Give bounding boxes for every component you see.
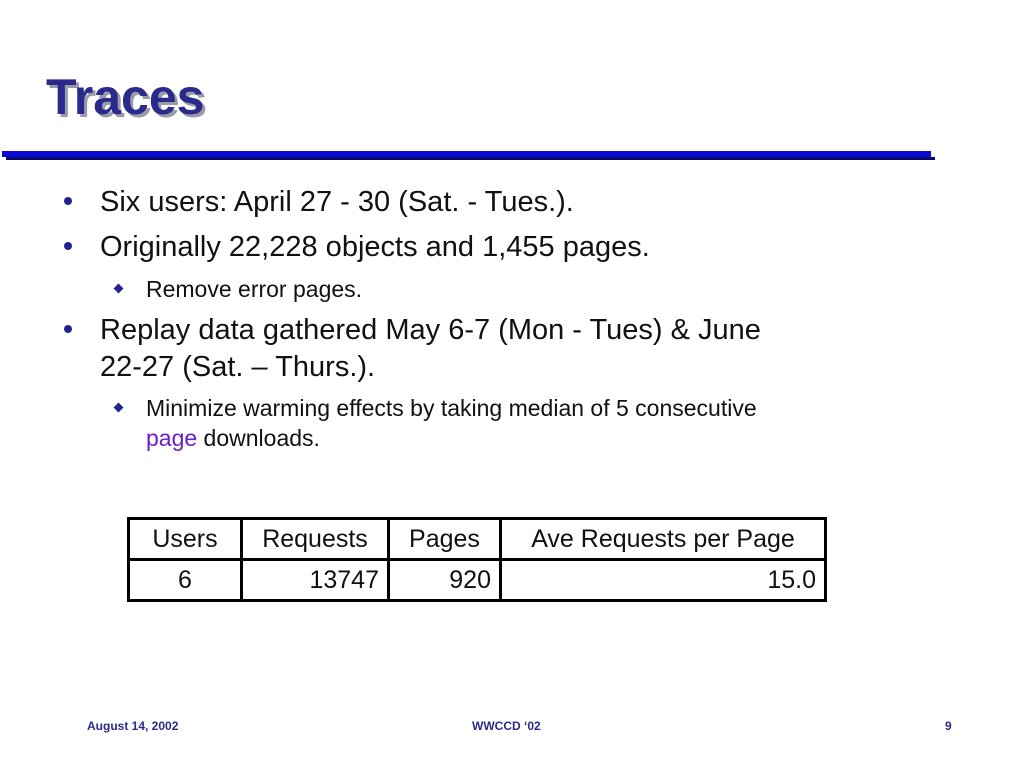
sub-bullet-item — [146, 274, 362, 304]
footer-page-number: 9 — [945, 719, 952, 733]
bullet-item — [100, 184, 574, 221]
sub-bullet-text: Remove error pages. — [146, 276, 363, 302]
bullet-item — [100, 312, 761, 386]
table-header-row — [129, 519, 826, 560]
bullet-item — [100, 229, 650, 266]
footer-conference: WWCCD ‘02 — [472, 719, 541, 733]
sub-bullet-item — [146, 393, 757, 453]
cell-users: 6 — [129, 560, 242, 601]
header-cell-pages: Pages — [389, 519, 501, 560]
sub-bullet-text-line1: Minimize warming effects by taking median of 5 consecutive — [146, 395, 757, 421]
slide-title: Traces — [46, 69, 205, 125]
table-row — [129, 560, 826, 601]
bullet-text-line2: 22-27 (Sat. – Thurs.). — [100, 351, 376, 383]
header-cell-users: Users — [129, 519, 242, 560]
bullet-text-line1: Replay data gathered May 6-7 (Mon - Tues) & June — [100, 314, 761, 346]
cell-pages: 920 — [389, 560, 501, 601]
bullet-dot-icon — [64, 325, 72, 333]
header-cell-ave-requests: Ave Requests per Page — [501, 519, 826, 560]
bullet-dot-icon — [64, 197, 72, 205]
bullet-text: Six users: April 27 - 30 (Sat. - Tues.). — [100, 186, 574, 218]
bullet-dot-icon — [64, 242, 72, 250]
traces-table — [127, 517, 827, 602]
bullet-text: Originally 22,228 objects and 1,455 pages. — [100, 231, 650, 263]
header-cell-requests: Requests — [242, 519, 389, 560]
footer-date: August 14, 2002 — [87, 719, 179, 733]
sub-bullet-text-line2: downloads. — [197, 425, 320, 451]
diamond-bullet-icon — [114, 403, 124, 413]
title-divider-shadow — [6, 157, 935, 160]
page-link[interactable]: page — [146, 425, 198, 451]
diamond-bullet-icon — [114, 284, 124, 294]
cell-ave-requests: 15.0 — [501, 560, 826, 601]
cell-requests: 13747 — [242, 560, 389, 601]
